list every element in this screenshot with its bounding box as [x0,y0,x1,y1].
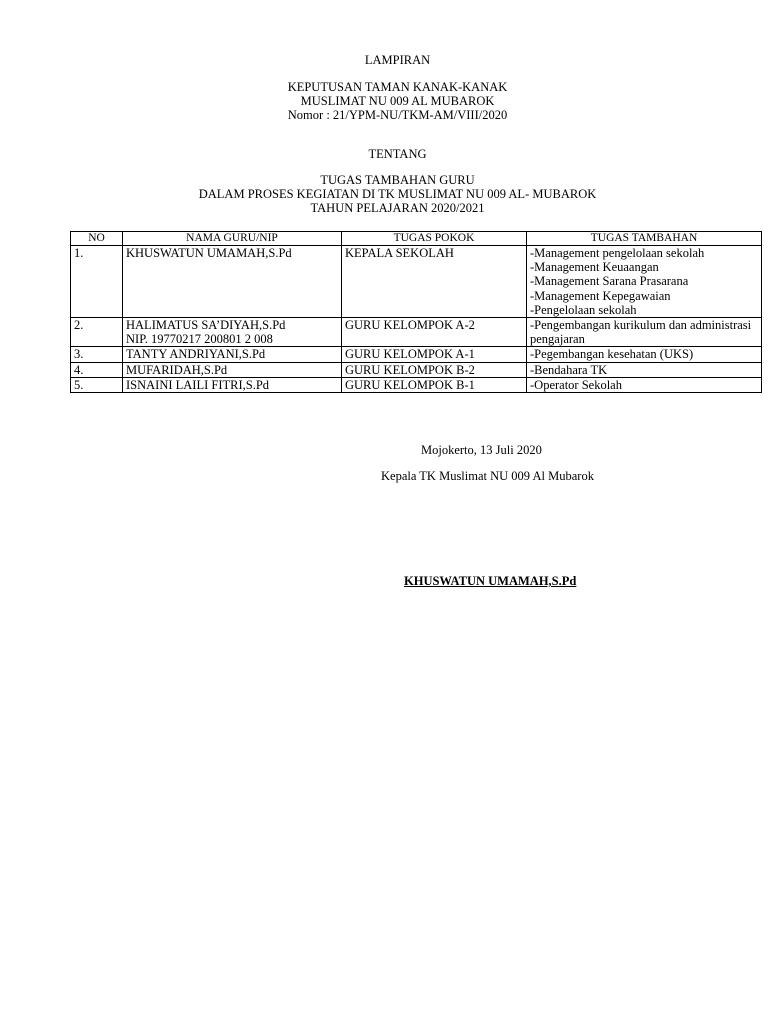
signatory-position: Kepala TK Muslimat NU 009 Al Mubarok [381,469,594,483]
additional-duty-item: -Management Kepegawaian [530,288,671,303]
tentang-heading: TENTANG [368,147,427,161]
table-header-row [71,232,762,246]
table-row [71,246,762,318]
lampiran-heading: LAMPIRAN [364,53,431,67]
teacher-name: HALIMATUS SA’DIYAH,S.Pd [126,318,286,333]
main-duty: KEPALA SEKOLAH [342,246,527,318]
table-row [71,347,762,362]
teacher-name: TANTY ANDRIYANI,S.Pd [126,347,266,362]
teacher-name-cell [123,377,342,392]
additional-duty-item: -Management Keuaangan [530,260,659,275]
additional-duty-item: -Pengelolaan sekolah [530,302,637,317]
teacher-nip: NIP. 19770217 200801 2 008 [126,332,273,347]
teacher-name-cell [123,362,342,377]
table-row [71,377,762,392]
main-duty: GURU KELOMPOK A-1 [342,347,527,362]
row-number: 1. [71,246,123,318]
additional-duty-cell [527,347,762,362]
additional-duty-item: -Management pengelolaan sekolah [530,246,705,260]
additional-duty-item: -Management Sarana Prasarana [530,274,689,289]
additional-duty-cell [527,362,762,377]
title-line-2: DALAM PROSES KEGIATAN DI TK MUSLIMAT NU 009 AL- MUBAROK [198,187,597,201]
nomor-line: Nomor : 21/YPM-NU/TKM-AM/VIII/2020 [287,108,508,122]
additional-duty-cell [527,246,762,318]
keputusan-line-2: MUSLIMAT NU 009 AL MUBAROK [300,94,495,108]
signatory-name: KHUSWATUN UMAMAH,S.Pd [404,574,577,588]
row-number: 2. [71,318,123,347]
additional-duty-item: -Operator Sekolah [530,377,622,392]
keputusan-line-1: KEPUTUSAN TAMAN KANAK-KANAK [287,80,508,94]
title-line-1: TUGAS TAMBAHAN GURU [320,173,475,187]
row-number: 4. [71,362,123,377]
table-row [71,362,762,377]
task-table [70,231,762,393]
teacher-name-cell [123,318,342,347]
table-row [71,318,762,347]
additional-duty-item: -Pegembangan kesehatan (UKS) [530,347,694,362]
additional-duty-cell [527,318,762,347]
header-main-duty: TUGAS POKOK [342,232,527,246]
additional-duty-item: -Bendahara TK [530,362,608,377]
header-name-nip: NAMA GURU/NIP [123,232,342,246]
row-number: 5. [71,377,123,392]
main-duty: GURU KELOMPOK B-2 [342,362,527,377]
title-line-3: TAHUN PELAJARAN 2020/2021 [310,201,485,215]
header-additional-duty: TUGAS TAMBAHAN [527,232,762,246]
header-no: NO [71,232,123,246]
place-date: Mojokerto, 13 Juli 2020 [421,443,542,457]
main-duty: GURU KELOMPOK A-2 [342,318,527,347]
teacher-name: KHUSWATUN UMAMAH,S.Pd [126,246,292,260]
row-number: 3. [71,347,123,362]
additional-duty-cell [527,377,762,392]
main-duty: GURU KELOMPOK B-1 [342,377,527,392]
teacher-name: MUFARIDAH,S.Pd [126,362,228,377]
teacher-name: ISNAINI LAILI FITRI,S.Pd [126,377,270,392]
additional-duty-item: -Pengembangan kurikulum dan administrasi pengajaran [530,318,752,347]
teacher-name-cell [123,347,342,362]
teacher-name-cell [123,246,342,318]
